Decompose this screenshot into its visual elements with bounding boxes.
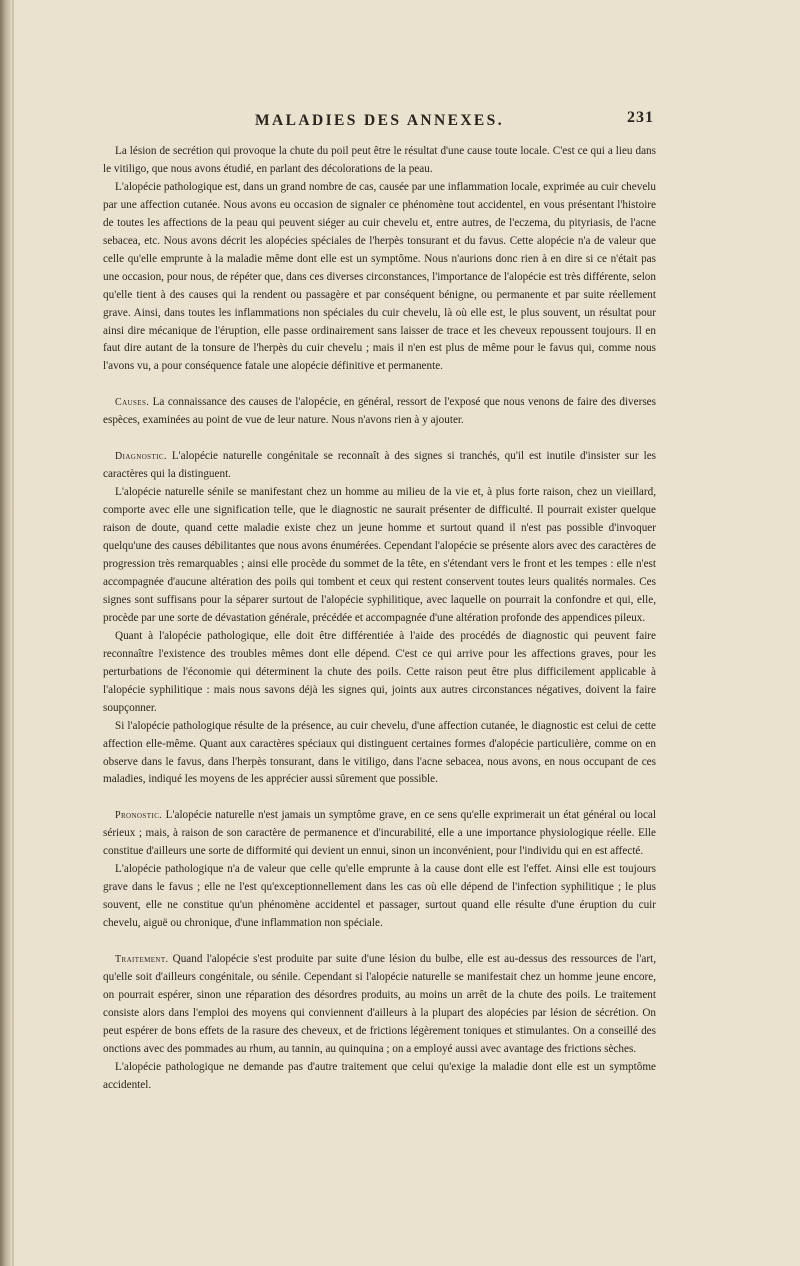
body-text (103, 143, 656, 1095)
section-pronostic (103, 807, 656, 933)
section-traitement (103, 951, 656, 1095)
intro-paragraph-2: L'alopécie pathologique est, dans un grand nombre de cas, causée par une inflammation locale, exprimée au cuir chevelu par une affection cutanée. Nous avons eu occasion de signaler ce phénomène tout accidentel, en vous présentant l'histoire de toutes les affections de la peau qui peuvent siéger au cuir chevelu et, entre autres, de l'eczema, du pityriasis, de l'acne sebacea, etc. Nous avons décrit les alopécies spéciales de l'herpès tonsurant et du favus. Cette alopécie n'a de valeur que celle qu'elle emprunte à la maladie même dont elle est un symptôme. Nous n'aurions donc rien à en dire si ce n'était pas une occasion, pour nous, de répéter que, dans ces diverses circonstances, l'importance de l'alopécie est très différente, selon qu'elle tient à des causes qui la rendent ou passagère et par conséquent bénigne, ou permanente et par suite réellement grave. Ainsi, dans toutes les inflammations non spéciales du cuir chevelu, là où elle est, le plus souvent, un résultat pour ainsi dire mécanique de l'éruption, elle passe ordinairement sans laisser de trace et les cheveux repoussent toujours. Il en faut dire autant de la tonsure de l'herpès du cuir chevelu ; mais il n'en est plus de même pour le favus qui, comme nous l'avons vu, a pour conséquence fatale une alopécie définitive et permanente. (103, 180, 656, 373)
diagnostic-paragraph-4: Si l'alopécie pathologique résulte de la présence, au cuir chevelu, d'une affection cutanée, le diagnostic est celui de cette affection elle-même. Quant aux caractères spéciaux qui distinguent certaines formes d'alopécie particulière, comme on en observe dans le favus, dans l'herpès tonsurant, dans le vitiligo, dans l'acne sebacea, nous avons, en nous occupant de ces maladies, indiqué les moyens de les apprécier aussi sûrement que possible. (103, 719, 656, 786)
diagnostic-paragraph-1: L'alopécie naturelle congénitale se reconnaît à des signes si tranchés, qu'il est inutile d'insister sur les caractères qui la distinguent. (103, 450, 657, 481)
diagnostic-paragraph-3: Quant à l'alopécie pathologique, elle doit être différentiée à l'aide des procédés de diagnostic qui peuvent faire reconnaître l'existence des troubles mêmes dont elle dépend. C'est ce qui arrive pour les affections graves, pour les perturbations de l'économie qui déterminent la chute des poils. Cette raison peut être plus difficilement applicable à l'alopécie syphilitique : mais nous savons déjà les signes qui, joints aux autres circonstances négatives, doivent la faire soupçonner. (103, 629, 656, 714)
section-causes (103, 394, 656, 430)
section-diagnostic (103, 448, 656, 789)
intro-paragraph-1: La lésion de secrétion qui provoque la chute du poil peut être le résultat d'une cause toute locale. C'est ce qui a lieu dans le vitiligo, que nous avons étudié, en parlant des décolorations de la peau. (103, 145, 656, 175)
running-title: MALADIES DES ANNEXES. (255, 112, 504, 129)
pronostic-paragraph-1: L'alopécie naturelle n'est jamais un symptôme grave, en ce sens qu'elle exprimerait un état général ou local sérieux ; mais, à raison de son caractère de permanence et d'incurabilité, elle a une importance physiologique réelle. Elle constitue d'ailleurs une sorte de difformité qui devient un ennui, sinon un inconvénient, pour l'individu qui en est affecté. (103, 809, 656, 858)
section-heading-traitement: Traitement. (115, 954, 169, 966)
page-binding-shadow (12, 0, 14, 1266)
traitement-paragraph-1: Quand l'alopécie s'est produite par suite d'une lésion du bulbe, elle est au-dessus des ressources de l'art, qu'elle soit d'ailleurs congénitale, ou sénile. Cependant si l'alopécie naturelle se manifestait chez un homme jeune encore, on pourrait espérer, sinon une réparation des désordres produits, au moins un arrêt de la chute des poils. Le traitement consiste alors dans l'emploi des moyens qui conviennent d'ailleurs à la plupart des alopécies par lésion de sécrétion. On peut espérer de bons effets de la rasure des cheveux, et de frictions légèrement toniques et stimulantes. On a conseillé des onctions avec des pommades au rhum, au tannin, au quinquina ; on a employé aussi avec avantage des frictions sèches. (103, 953, 656, 1055)
diagnostic-paragraph-2: L'alopécie naturelle sénile se manifestant chez un homme au milieu de la vie et, à plus forte raison, chez un vieillard, comporte avec elle une signification telle, que le diagnostic ne saurait présenter de difficulté. Il pourrait exister quelque raison de doute, quand cette maladie existe chez un jeune homme et surtout quand il n'est pas possible d'invoquer quelqu'une des causes débilitantes que nous avons énumérées. Cependant l'alopécie se présente alors avec des caractères de progression très remarquables ; ainsi elle procède du sommet de la tête, en s'étendant vers le front et les tempes : elle n'est accompagnée d'aucune altération des poils qui tombent et ceux qui restent conservent toutes leurs qualités normales. Ces signes sont suffisans pour la séparer surtout de l'alopécie syphilitique, avec laquelle on pourrait la confondre et qui, elle, procède par une sorte de dévastation générale, précédée et accompagnée d'une altération profonde des appendices pileux. (103, 486, 656, 624)
causes-paragraph-1: La connaissance des causes de l'alopécie, en général, ressort de l'exposé que nous venons de faire des diverses espèces, examinées au point de vue de leur nature. Nous n'avons rien à y ajouter. (103, 396, 656, 427)
section-heading-diagnostic: Diagnostic. (115, 451, 167, 463)
page-binding-edge (0, 0, 12, 1266)
section-heading-causes: Causes. (115, 397, 150, 409)
section-heading-pronostic: Pronostic. (115, 810, 163, 822)
book-page (103, 108, 656, 1095)
traitement-paragraph-2: L'alopécie pathologique ne demande pas d'autre traitement que celui qu'exige la maladie dont elle est un symptôme accidentel. (103, 1060, 656, 1091)
page-number: 231 (627, 109, 654, 126)
pronostic-paragraph-2: L'alopécie pathologique n'a de valeur que celle qu'elle emprunte à la cause dont elle est l'effet. Ainsi elle est toujours grave dans le favus ; elle ne l'est qu'exceptionnellement dans les cas où elle dépend de l'infection syphilitique ; le plus souvent, elle ne constitue qu'un phénomène accidentel et passager, surtout quand elle résulte d'une éruption du cuir chevelu, aiguë ou chronique, d'une inflammation non spéciale. (103, 863, 656, 930)
running-head (103, 108, 656, 138)
